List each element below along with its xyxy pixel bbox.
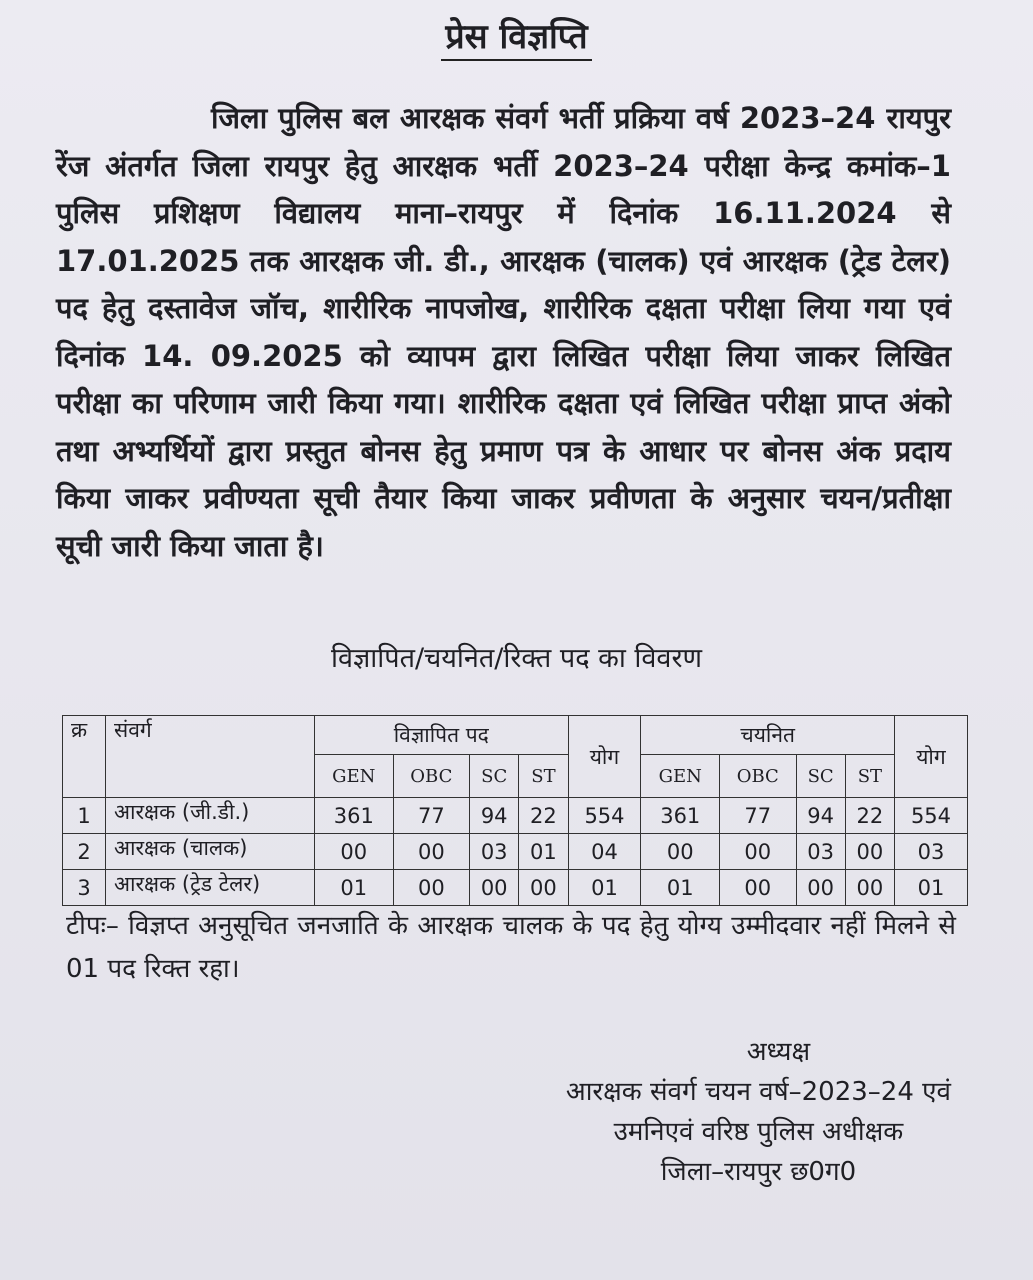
sel-obc: 00	[720, 834, 796, 870]
notice-paragraph: जिला पुलिस बल आरक्षक संवर्ग भर्ती प्रक्रिया वर्ष 2023–24 रायपुर रेंज अंतर्गत जिला रायपुर हेतु आरक्षक भर्ती 2023–24 परीक्षा केन्द्र कमांक–1 पुलिस प्रशिक्षण विद्यालय माना–रायपुर में दिनांक 16.11.2024 से 17.01.2025 तक आरक्षक जी. डी., आरक्षक (चालक) एवं आरक्षक (ट्रेड टेलर) पद हेतु दस्तावेज जॉच, शारीरिक नापजोख, शारीरिक दक्षता परीक्षा लिया गया एवं दिनांक 14. 09.2025 को व्यापम द्वारा लिखित परीक्षा लिया जाकर लिखित परीक्षा का परिणाम जारी किया गया। शारीरिक दक्षता एवं लिखित परीक्षा प्राप्त अंको तथा अभ्यर्थियों द्वारा प्रस्तुत बोनस हेतु प्रमाण पत्र के आधार पर बोनस अंक प्रदाय किया जाकर प्रवीण्यता सूची तैयार किया जाकर प्रवीणता के अनुसार चयन/प्रतीक्षा सूची जारी किया जाता है।	[56, 101, 951, 563]
sel-total: 554	[894, 798, 967, 834]
sel-sc: 94	[796, 798, 845, 834]
row-cadre: आरक्षक (ट्रेड टेलर)	[106, 870, 315, 906]
adv-sc-header: SC	[470, 755, 519, 798]
adv-sc: 00	[470, 870, 519, 906]
adv-gen-header: GEN	[315, 755, 394, 798]
adv-obc: 00	[393, 834, 469, 870]
sel-sc: 03	[796, 834, 845, 870]
sel-total: 03	[894, 834, 967, 870]
signature-block	[566, 1032, 951, 1192]
selected-total-header: योग	[894, 716, 967, 798]
table-row	[63, 870, 968, 906]
row-cadre: आरक्षक (जी.डी.)	[106, 798, 315, 834]
sel-st: 22	[845, 798, 894, 834]
adv-sc: 03	[470, 834, 519, 870]
table-row	[63, 798, 968, 834]
adv-obc: 77	[393, 798, 469, 834]
adv-st: 01	[519, 834, 568, 870]
row-sno: 1	[63, 798, 106, 834]
adv-gen: 00	[315, 834, 394, 870]
signatory-office: उमनिएवं वरिष्ठ पुलिस अधीक्षक	[613, 1117, 904, 1147]
sel-gen: 00	[641, 834, 720, 870]
table-header-row	[63, 716, 968, 755]
sel-gen: 361	[641, 798, 720, 834]
advertised-group-header: विज्ञापित पद	[315, 716, 569, 755]
row-sno: 3	[63, 870, 106, 906]
sel-st: 00	[845, 870, 894, 906]
col-cadre-header: संवर्ग	[106, 716, 315, 798]
adv-st: 22	[519, 798, 568, 834]
adv-total: 04	[568, 834, 641, 870]
posts-table	[62, 715, 968, 906]
adv-gen: 01	[315, 870, 394, 906]
advertised-total-header: योग	[568, 716, 641, 798]
adv-st-header: ST	[519, 755, 568, 798]
sel-sc: 00	[796, 870, 845, 906]
col-sno-header: क्र	[63, 716, 106, 798]
table-row	[63, 834, 968, 870]
signatory-location: जिला–रायपुर छ0ग0	[660, 1157, 857, 1187]
sel-st: 00	[845, 834, 894, 870]
adv-sc: 94	[470, 798, 519, 834]
sel-gen-header: GEN	[641, 755, 720, 798]
note-text: टीपः– विज्ञप्त अनुसूचित जनजाति के आरक्षक चालक के पद हेतु योग्य उम्मीदवार नहीं मिलने से 01 पद रिक्त रहा।	[66, 911, 956, 984]
selected-group-header: चयनित	[641, 716, 895, 755]
page-title: प्रेस विज्ञप्ति	[0, 12, 1033, 58]
row-cadre: आरक्षक (चालक)	[106, 834, 315, 870]
adv-obc: 00	[393, 870, 469, 906]
adv-total: 01	[568, 870, 641, 906]
sel-gen: 01	[641, 870, 720, 906]
row-sno: 2	[63, 834, 106, 870]
sel-obc: 77	[720, 798, 796, 834]
adv-gen: 361	[315, 798, 394, 834]
sel-sc-header: SC	[796, 755, 845, 798]
adv-obc-header: OBC	[393, 755, 469, 798]
adv-st: 00	[519, 870, 568, 906]
table-heading: विज्ञापित/चयनित/रिक्त पद का विवरण	[330, 643, 703, 674]
signatory-designation: आरक्षक संवर्ग चयन वर्ष–2023–24 एवं	[565, 1077, 951, 1107]
adv-total: 554	[568, 798, 641, 834]
sel-st-header: ST	[845, 755, 894, 798]
sel-total: 01	[894, 870, 967, 906]
sel-obc-header: OBC	[720, 755, 796, 798]
sel-obc: 00	[720, 870, 796, 906]
signatory-title: अध्यक्ष	[746, 1037, 811, 1067]
